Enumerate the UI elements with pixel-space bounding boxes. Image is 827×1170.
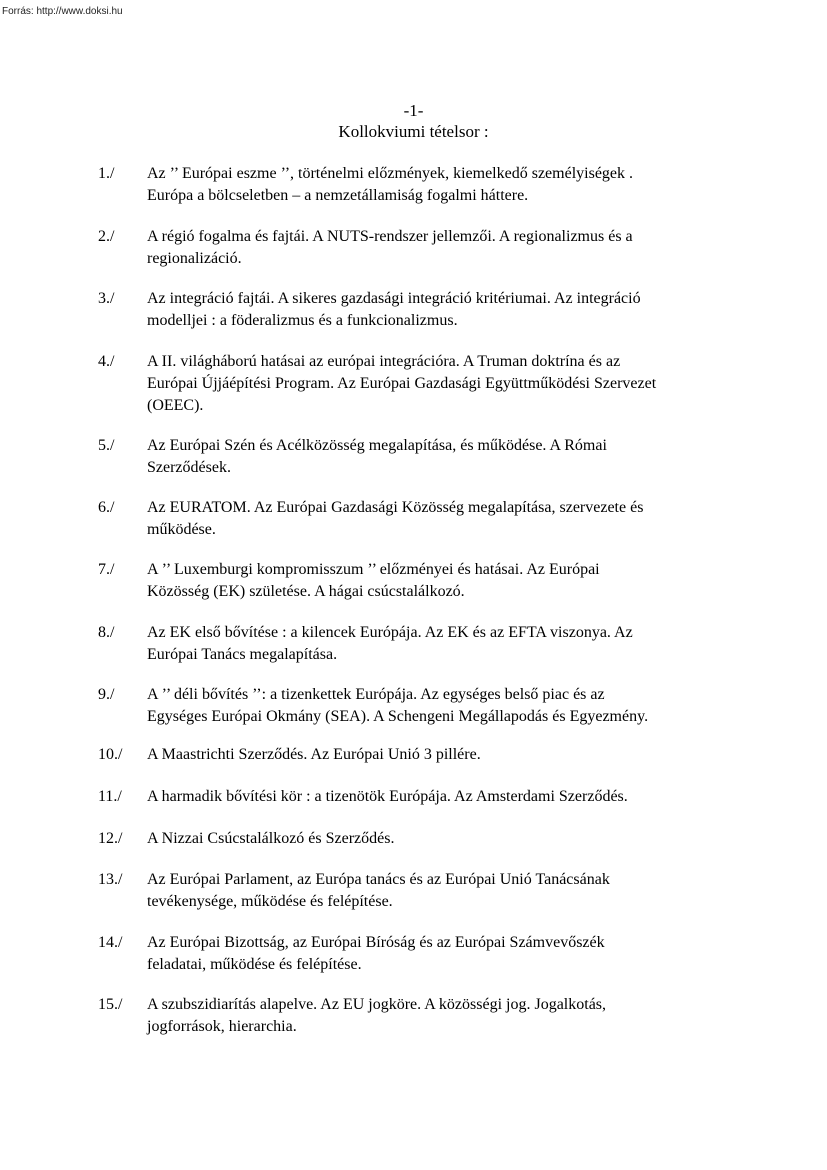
item-line: Európai Újjáépítési Program. Az Európai Gazdasági Együttműködési Szervezet (147, 375, 657, 392)
item-line: Az Európai Bizottság, az Európai Bíróság és az Európai Számvevőszék (147, 934, 605, 951)
item-text (147, 994, 737, 1038)
item-line: Közösség (EK) születése. A hágai csúcstalálkozó. (147, 583, 465, 600)
item-number: 10./ (98, 746, 123, 763)
item-number: 12./ (98, 830, 123, 847)
item-number: 2./ (98, 228, 115, 245)
item-line: A szubszidiarítás alapelve. Az EU jogköre. A közösségi jog. Jogalkotás, (147, 996, 607, 1013)
item-line: A Maastrichti Szerződés. Az Európai Unió 3 pillére. (147, 746, 481, 763)
item-text (147, 559, 737, 603)
item-line: feladatai, működése és felépítése. (147, 956, 362, 973)
item-line: A Nizzai Csúcstalálkozó és Szerződés. (147, 830, 395, 847)
item-text (147, 932, 737, 976)
item-number: 14./ (98, 934, 123, 951)
item-line: Az integráció fajtái. A sikeres gazdasági integráció kritériumai. Az integráció (147, 290, 641, 307)
item-text (147, 828, 737, 850)
item-number: 15./ (98, 996, 123, 1013)
item-line: A ’’ Luxemburgi kompromisszum ’’ előzményei és hatásai. Az Európai (147, 561, 600, 578)
item-line: tevékenysége, működése és felépítése. (147, 893, 393, 910)
item-text (147, 226, 737, 270)
item-line: Az EK első bővítése : a kilencek Európája. Az EK és az EFTA viszonya. Az (147, 624, 633, 641)
item-number: 3./ (98, 290, 115, 307)
item-line: Az ’’ Európai eszme ’’, történelmi előzmények, kiemelkedő személyiségek . (147, 165, 634, 182)
item-text (147, 351, 737, 417)
item-line: jogforrások, hierarchia. (147, 1018, 297, 1035)
page-title: Kollokviumi tételsor : (338, 122, 489, 141)
item-line: modelljei : a föderalizmus és a funkcionalizmus. (147, 312, 458, 329)
item-text (147, 288, 737, 332)
item-number: 5./ (98, 437, 115, 454)
item-line: Az Európai Parlament, az Európa tanács és az Európai Unió Tanácsának (147, 871, 610, 888)
item-line: Az Európai Szén és Acélközösség megalapítása, és működése. A Római (147, 437, 607, 454)
item-number: 7./ (98, 561, 115, 578)
item-text (147, 163, 737, 207)
item-text (147, 786, 737, 808)
item-text (147, 869, 737, 913)
item-text (147, 497, 737, 541)
item-number: 11./ (98, 788, 122, 805)
item-text (147, 435, 737, 479)
item-line: Szerződések. (147, 459, 231, 476)
item-line: regionalizáció. (147, 250, 242, 267)
item-number: 8./ (98, 624, 115, 641)
item-line: (OEEC). (147, 397, 204, 414)
item-line: A II. világháború hatásai az európai integrációra. A Truman doktrína és az (147, 353, 621, 370)
item-line: A régió fogalma és fajtái. A NUTS-rendszer jellemzői. A regionalizmus és a (147, 228, 633, 245)
item-line: Egységes Európai Okmány (SEA). A Schengeni Megállapodás és Egyezmény. (147, 708, 649, 725)
item-number: 4./ (98, 353, 115, 370)
item-line: Európai Tanács megalapítása. (147, 646, 338, 663)
item-line: Az EURATOM. Az Európai Gazdasági Közösség megalapítása, szervezete és (147, 499, 644, 516)
item-text (147, 684, 737, 728)
item-number: 1./ (98, 165, 115, 182)
item-line: Európa a bölcseletben – a nemzetállamiság fogalmi háttere. (147, 187, 529, 204)
item-text (147, 744, 737, 766)
item-line: A harmadik bővítési kör : a tizenötök Európája. Az Amsterdami Szerződés. (147, 788, 628, 805)
item-number: 13./ (98, 871, 123, 888)
item-number: 6./ (98, 499, 115, 516)
item-line: működése. (147, 521, 216, 538)
page-number: -1- (403, 101, 424, 120)
source-url: Forrás: http://www.doksi.hu (2, 6, 123, 17)
item-text (147, 622, 737, 666)
item-line: A ’’ déli bővítés ’’: a tizenkettek Európája. Az egységes belső piac és az (147, 686, 605, 703)
item-number: 9./ (98, 686, 115, 703)
